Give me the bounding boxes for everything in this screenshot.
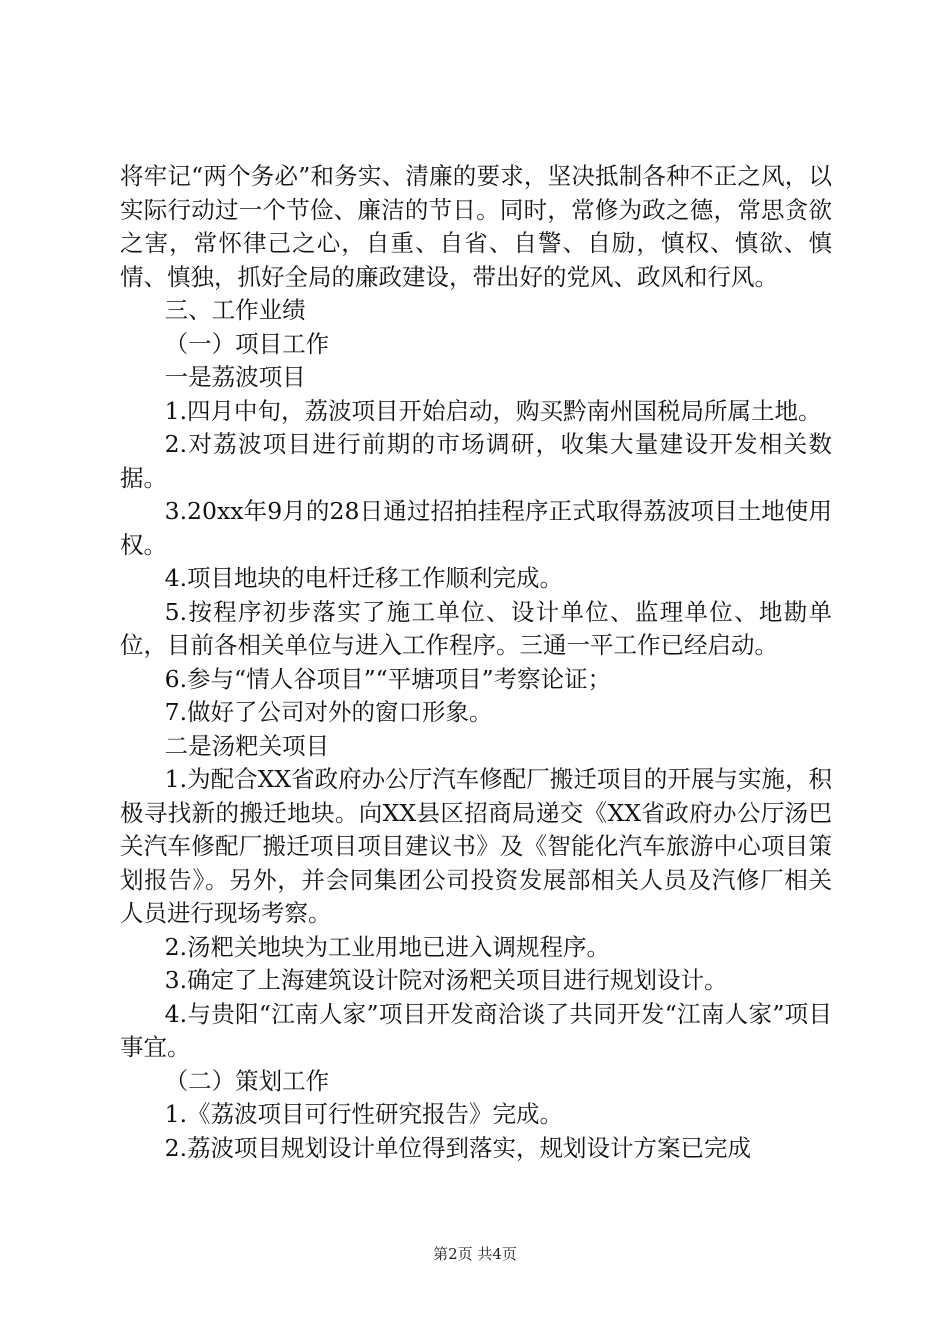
list-item: 7.做好了公司对外的窗口形象。 bbox=[164, 698, 493, 726]
list-item: 2.荔波项目规划设计单位得到落实，规划设计方案已完成 bbox=[164, 1133, 752, 1162]
page-number-footer: 第2页 共4页 bbox=[433, 1245, 517, 1263]
list-item: 2.汤粑关地块为工业用地已进入调规程序。 bbox=[164, 932, 611, 961]
subsection-heading-planning-work: （二）策划工作 bbox=[164, 1066, 330, 1095]
item-heading-tangbaguan-project: 二是汤粑关项目 bbox=[164, 731, 330, 760]
list-item: 4.项目地块的电杆迁移工作顺利完成。 bbox=[164, 564, 564, 592]
section-heading-work-achievements: 三、工作业绩 bbox=[164, 296, 306, 324]
list-item: 5.按程序初步落实了施工单位、设计单位、监理单位、地勘单位，目前各相关单位与进入工作程序。三通一平工作已经启动。 bbox=[120, 597, 832, 659]
list-item: 6.参与“情人谷项目”“平塘项目”考察论证； bbox=[164, 664, 612, 693]
item-heading-libo-project: 一是荔波项目 bbox=[164, 363, 306, 391]
list-item: 3.确定了上海建筑设计院对汤粑关项目进行规划设计。 bbox=[164, 966, 728, 994]
list-item: 2.对荔波项目进行前期的市场调研，收集大量建设开发相关数据。 bbox=[120, 430, 832, 492]
list-item: 4.与贵阳“江南人家”项目开发商洽谈了共同开发“江南人家”项目事宜。 bbox=[120, 999, 832, 1061]
list-item: 3.20xx年9月的28日通过招拍挂程序正式取得荔波项目土地使用权。 bbox=[120, 497, 832, 559]
document-body bbox=[120, 160, 832, 1165]
list-item: 1.《荔波项目可行性研究报告》完成。 bbox=[164, 1100, 564, 1128]
list-item: 1.四月中旬，荔波项目开始启动，购买黔南州国税局所属土地。 bbox=[164, 396, 822, 425]
subsection-heading-project-work: （一）项目工作 bbox=[164, 329, 330, 358]
paragraph-continuation: 将牢记“两个务必”和务实、清廉的要求，坚决抵制各种不正之风，以实际行动过一个节俭、廉洁的节日。同时，常修为政之德，常思贪欲之害，常怀律己之心，自重、自省、自警、自励，慎权、慎欲、慎情、慎独，抓好全局的廉政建设，带出好的党风、政风和行风。 bbox=[120, 162, 832, 291]
list-item: 1.为配合XX省政府办公厅汽车修配厂搬迁项目的开展与实施，积极寻找新的搬迁地块。向XX县区招商局递交《XX省政府办公厅汤巴关汽车修配厂搬迁项目项目建议书》及《智能化汽车旅游中心项目策划报告》。另外，并会同集团公司投资发展部相关人员及汽修厂相关人员进行现场考察。 bbox=[120, 765, 832, 927]
